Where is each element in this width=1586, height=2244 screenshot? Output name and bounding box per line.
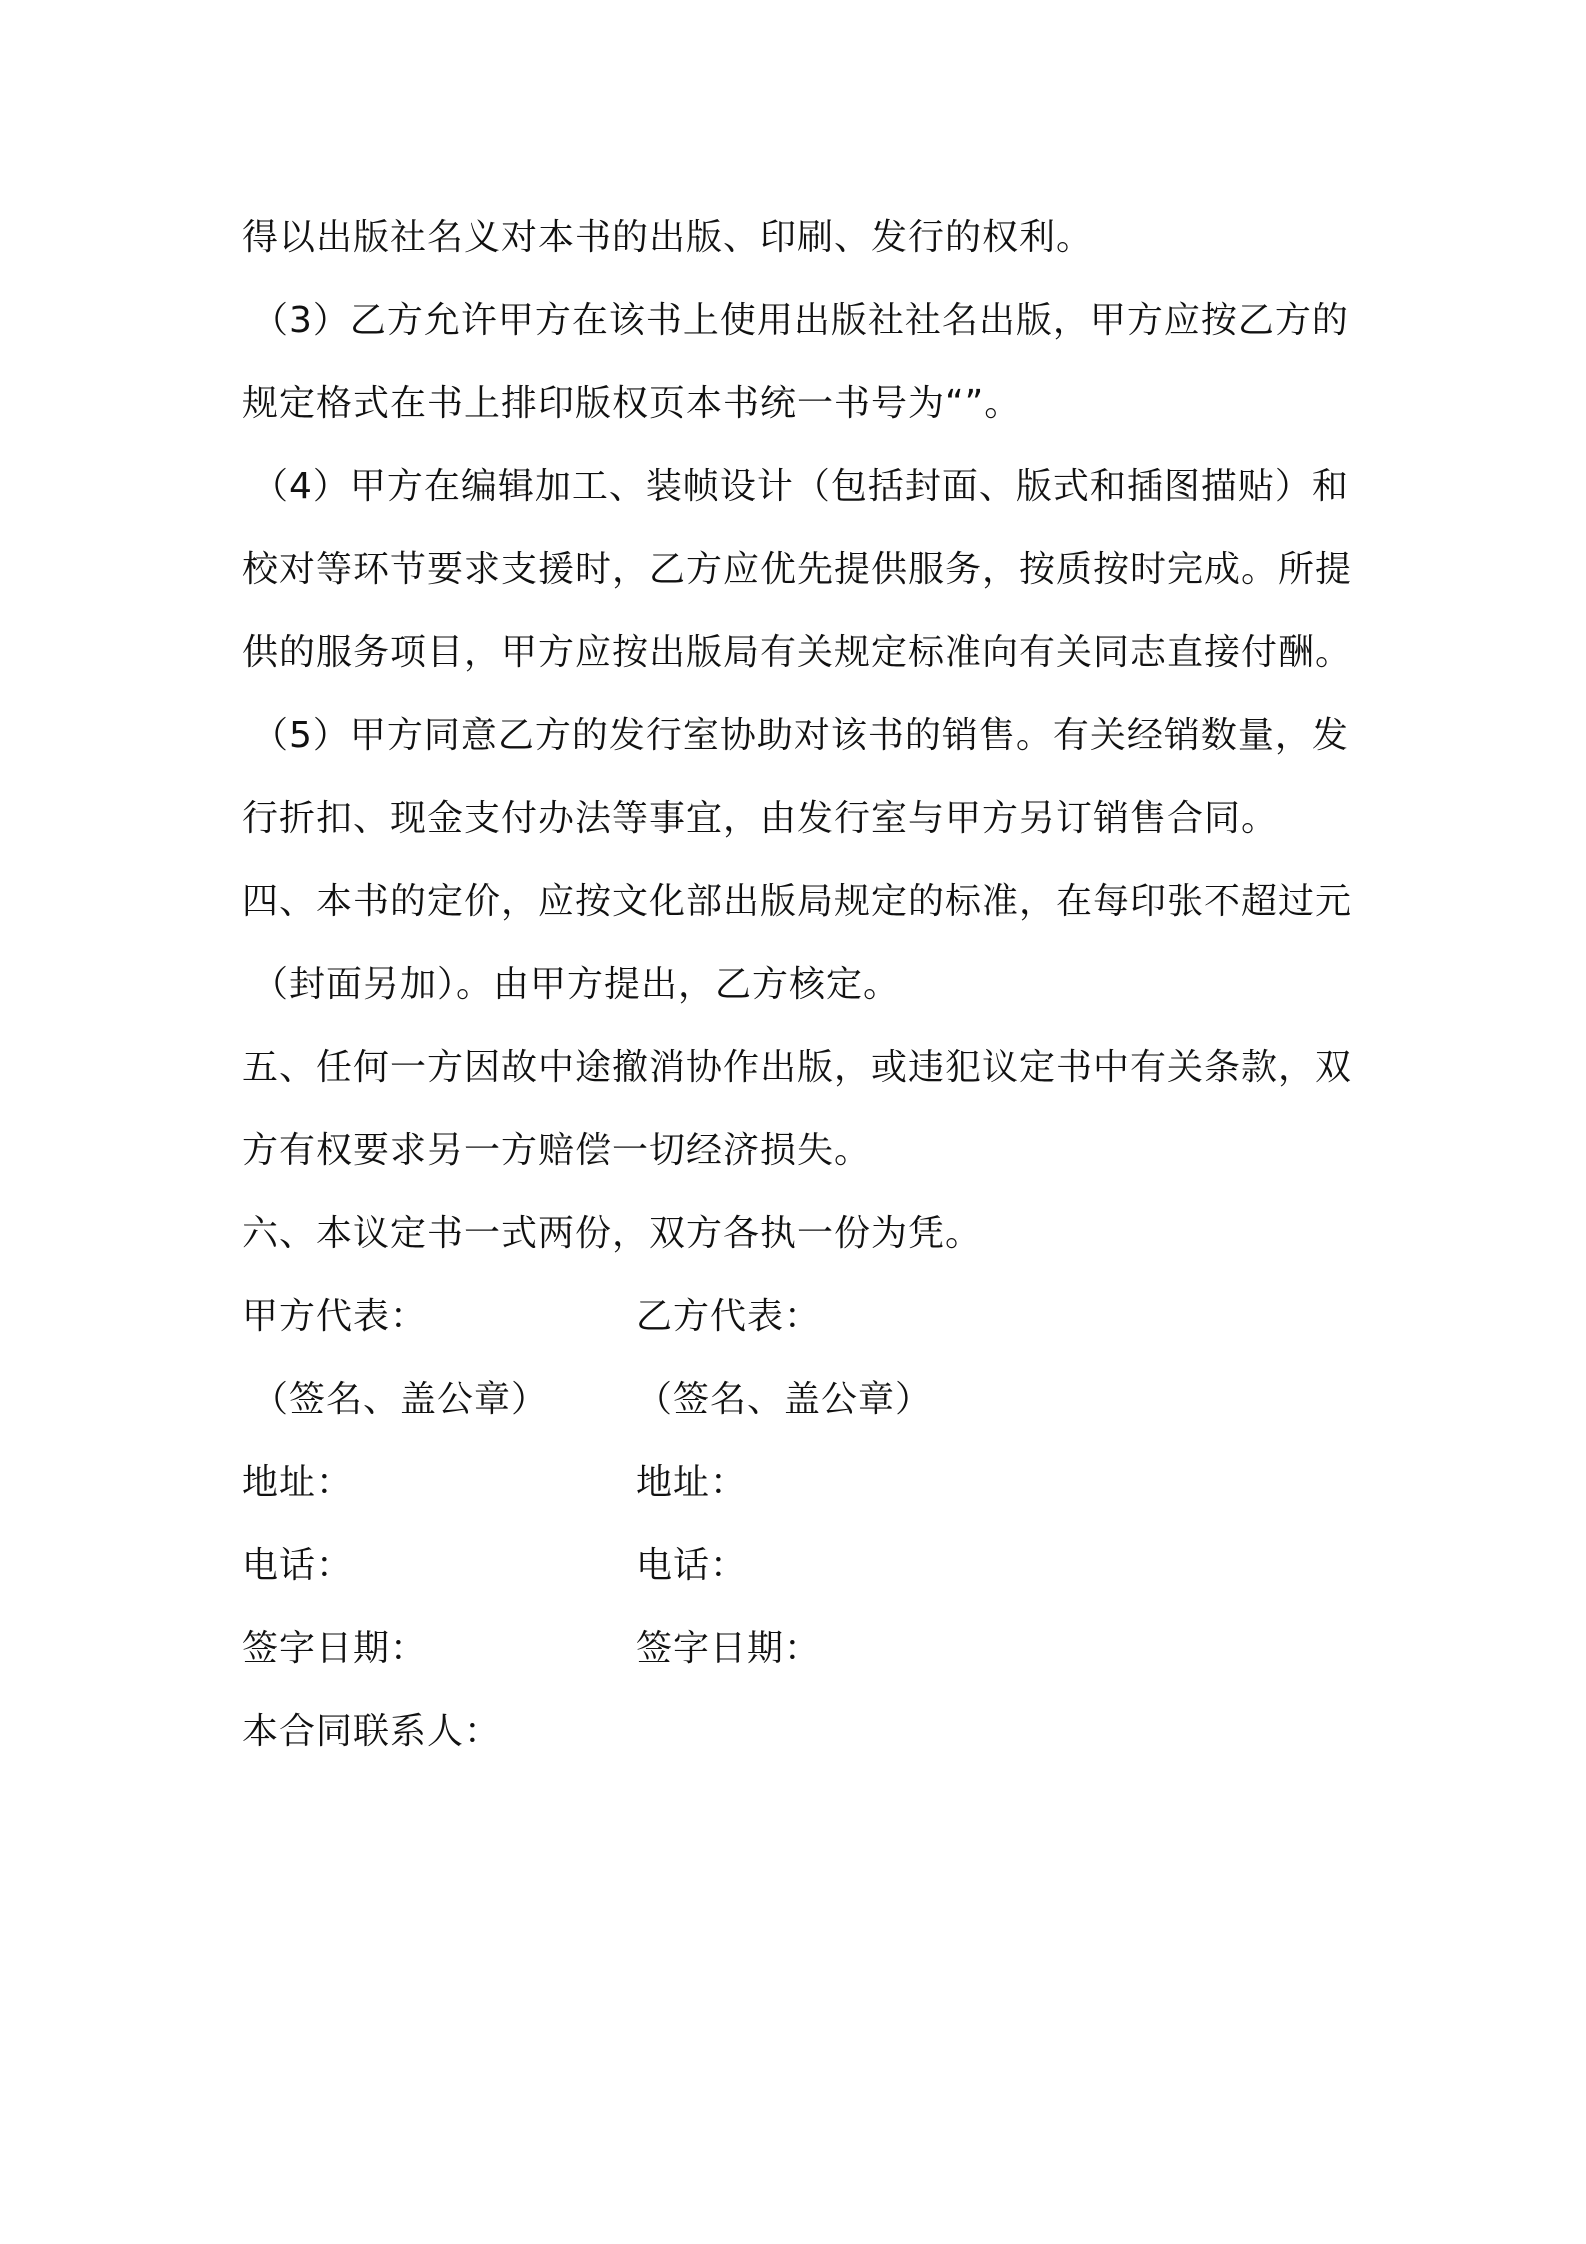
signature-seal-row [242,1358,1360,1441]
party-b-phone-label: 电话： [636,1545,748,1586]
signature-date-row [242,1607,1360,1690]
paragraph-line: 得以出版社名义对本书的出版、印刷、发行的权利。 [242,217,1094,258]
clause-3-line-2: 规定格式在书上排印版权页本书统一书号为“”。 [242,383,1022,424]
section-4-line-2: （封面另加）。由甲方提出，乙方核定。 [252,964,901,1005]
signature-address-row [242,1441,1360,1524]
section-6-line: 六、本议定书一式两份，双方各执一份为凭。 [242,1213,983,1254]
section-4-line-1: 四、本书的定价，应按文化部出版局规定的标准，在每印张不超过元 [242,881,1353,922]
clause-5-line-2: 行折扣、现金支付办法等事宜，由发行室与甲方另订销售合同。 [242,798,1279,839]
section-5-line-1: 五、任何一方因故中途撤消协作出版，或违犯议定书中有关条款，双 [242,1047,1353,1088]
party-a-address-label: 地址： [242,1462,354,1503]
section-5-line-2: 方有权要求另一方赔偿一切经济损失。 [242,1130,872,1171]
clause-4-line-2: 校对等环节要求支援时，乙方应优先提供服务，按质按时完成。所提 [242,549,1353,590]
clause-3-line-1: （3）乙方允许甲方在该书上使用出版社社名出版，甲方应按乙方的 [252,300,1349,341]
contract-body [242,196,1360,1773]
party-a-date-label: 签字日期： [242,1628,428,1669]
signature-phone-row [242,1524,1360,1607]
party-a-seal-label: （签名、盖公章） [252,1379,549,1420]
party-b-date-label: 签字日期： [636,1628,822,1669]
clause-4-line-1: （4）甲方在编辑加工、装帧设计（包括封面、版式和插图描贴）和 [252,466,1349,507]
contact-person-label: 本合同联系人： [242,1711,502,1752]
clause-4-line-3: 供的服务项目，甲方应按出版局有关规定标准向有关同志直接付酬。 [242,632,1353,673]
party-a-phone-label: 电话： [242,1545,354,1586]
signature-rep-row [242,1275,1360,1358]
party-b-rep-label: 乙方代表： [636,1296,822,1337]
party-b-address-label: 地址： [636,1462,748,1503]
clause-5-line-1: （5）甲方同意乙方的发行室协助对该书的销售。有关经销数量，发 [252,715,1349,756]
party-a-rep-label: 甲方代表： [242,1296,428,1337]
party-b-seal-label: （签名、盖公章） [636,1379,933,1420]
contact-person-row [242,1690,1360,1773]
